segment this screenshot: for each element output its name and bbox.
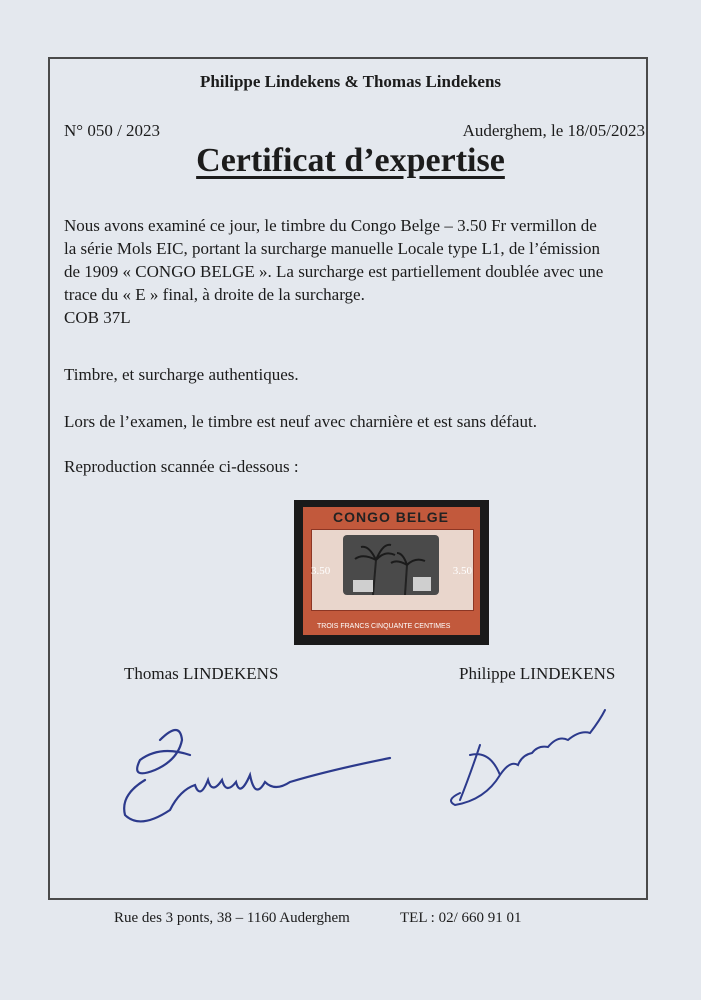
- description-line: COB 37L: [64, 308, 131, 327]
- condition-statement: Lors de l’examen, le timbre est neuf avec charnière et est sans défaut.: [64, 412, 537, 431]
- authenticity-statement: Timbre, et surcharge authentiques.: [64, 365, 299, 384]
- description-paragraph: [64, 214, 664, 329]
- description-line: trace du « E » final, à droite de la surcharge.: [64, 285, 365, 304]
- palm-tree-icon: [343, 535, 439, 595]
- stamp-value-left: 3.50: [311, 565, 331, 577]
- certificate-title: Certificat d’expertise: [196, 142, 505, 179]
- signatory-left: Thomas LINDEKENS: [124, 664, 279, 683]
- footer-phone: TEL : 02/ 660 91 01: [400, 910, 522, 926]
- description-line: la série Mols EIC, portant la surcharge manuelle Locale type L1, de l’émission: [64, 239, 600, 258]
- reproduction-label: Reproduction scannée ci-dessous :: [64, 457, 299, 476]
- description-line: Nous avons examiné ce jour, le timbre du Congo Belge – 3.50 Fr vermillon de: [64, 216, 597, 235]
- certificate-header: Philippe Lindekens & Thomas Lindekens: [199, 72, 502, 91]
- stamp-value-right: 3.50: [452, 565, 472, 577]
- signatory-right: Philippe LINDEKENS: [459, 664, 616, 683]
- footer-address: Rue des 3 ponts, 38 – 1160 Auderghem: [114, 910, 350, 926]
- certificate-number: N° 050 / 2023: [64, 121, 161, 140]
- signature-right-icon: [440, 705, 610, 815]
- stamp-vignette: [343, 535, 439, 595]
- stamp-image: [303, 507, 480, 635]
- signature-left-icon: [100, 720, 400, 840]
- stamp-bottom-text: TROIS FRANCS CINQUANTE CENTIMES: [317, 623, 451, 630]
- stamp-overprint: CONGO BELGE: [333, 509, 450, 525]
- place-date: Auderghem, le 18/05/2023: [462, 121, 645, 140]
- description-line: de 1909 « CONGO BELGE ». La surcharge est partiellement doublée avec une: [64, 262, 604, 281]
